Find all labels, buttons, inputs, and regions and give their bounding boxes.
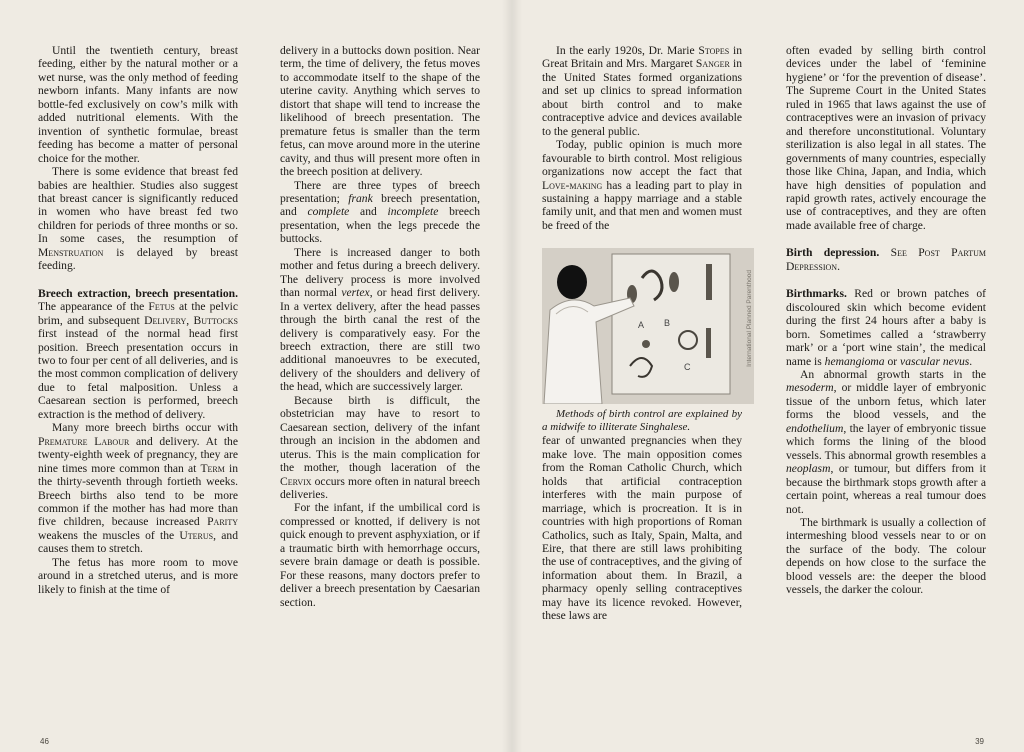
column-4 [786, 44, 986, 597]
paragraph-stopes-sanger [542, 44, 742, 138]
term-vertex: vertex [341, 286, 370, 300]
paragraph-stretched-uterus: The fetus has more room to move around in a stretched uterus, and is more likely to finish at the time of [38, 555, 238, 596]
photo-caption: Methods of birth control are explained by a midwife to illiterate Singhalese. [542, 408, 742, 434]
cross-ref-parity[interactable]: Parity [207, 515, 238, 529]
paragraph-blood-vessels: The birthmark is usually a collection of intermeshing blood vessels near to or on the surface of the body. The colour depends on how close to the surface the blood vessels are: the deeper the blood vessels, the darker the colour. [786, 515, 986, 597]
paragraph-evaded-laws: often evaded by selling birth control devices under the label of ‘feminine hygiene’ or ‘for the prevention of disease’. The Supreme Court in the United States ruled in 1965 that laws against the use of contraceptives were an invasion of privacy and therefore unconstitutional. Voluntary sterilization is also legal in all states. The governments of many countries, especially those like China, Japan, and India, which have high densities of population and rapid growth rates, actively encourage the use of contraceptives, and they are often made available free of charge. [786, 44, 986, 232]
cross-ref-fetus[interactable]: Fetus [148, 300, 175, 314]
text-run: Many more breech births occur with [52, 421, 238, 435]
cross-ref-stopes[interactable]: Stopes [698, 44, 730, 57]
midwife-photo [542, 248, 754, 404]
page-number-left: 46 [40, 737, 49, 746]
paragraph-breech-danger [280, 246, 480, 394]
text-run: and delivery. At the twenty-eighth week of pregnancy, they are nine times more common than at [38, 434, 238, 475]
text-run: , or middle layer of embryonic tissue of the unborn fetus, which later forms the blood vessels, and the [786, 381, 986, 422]
cross-ref-love-making[interactable]: Love-making [542, 178, 603, 192]
term-complete: complete [307, 205, 350, 219]
book-gutter [502, 0, 522, 752]
text-run: In the early 1920s, Dr. Marie [556, 44, 695, 57]
term-incomplete: incomplete [387, 205, 439, 219]
cross-ref-buttocks[interactable]: Buttocks [193, 313, 238, 327]
text-run: , and causes them to stretch. [38, 528, 238, 556]
text-run: breech presentation, when the legs precede the buttocks. [280, 205, 481, 246]
term-hemangioma: hemangioma [824, 354, 885, 368]
term-endothelium: endothelium [786, 421, 844, 435]
midwife-illustration [542, 248, 754, 404]
entry-heading-birthmarks: Birthmarks. [786, 287, 847, 301]
cross-ref-menstruation[interactable]: Menstruation [38, 245, 104, 259]
text-run: , [186, 313, 190, 327]
text-run: weakens the muscles of the [38, 528, 175, 542]
term-frank: frank [348, 191, 373, 205]
paragraph-infant-risks: For the infant, if the umbilical cord is compressed or knotted, if delivery is not quick enough to prevent asphyxiation, or if a traumatic birth with hemorrhage occurs, severe brain damage or death is possible. For these reasons, many doctors prefer to deliver a breech presentation by Caesarian section. [280, 501, 480, 609]
text-run: has a leading part to play in sustaining a happy marriage and a stable family unit, and that men and women must be freed of the [542, 178, 742, 232]
column-2 [280, 44, 480, 609]
text-run: first instead of the normal head first position. Breech presentation occurs in two to four per cent of all deliveries, and is the most common complication of delivery due to fetal malposition. Unless a Caesarean section is performed, breech extraction is the method of delivery. [38, 327, 238, 421]
cross-ref-cervix[interactable]: Cervix [280, 474, 312, 488]
cross-ref-term[interactable]: Term [200, 461, 225, 475]
text-run: , or tumour, but differs from it because the birthmark stops growth after a certain point, whereas a real tumour does not. [786, 462, 986, 516]
text-run: There are three types of breech presentation; [280, 178, 480, 205]
text-run: in the United States formed organizations and set up clinics to spread information about birth control and to make contraceptive advice and devices available to the general public. [542, 57, 743, 138]
text-run: Because birth is difficult, the obstetrician may have to resort to Caesarean section, delivery of the infant through an incision in the abdomen and uterus. This is the main complication for the mother, though laceration of the [280, 393, 480, 475]
text-run: There is some evidence that breast fed babies are healthier. Studies also suggest that breast cancer is significantly reduced in women who have breast fed two children for periods of three months or so. In some cases, the resumption of [38, 165, 238, 246]
term-neoplasm: neoplasm [786, 462, 831, 476]
text-run: Red or brown patches of discoloured skin which become evident during the first 24 hours after a baby is born. Sometimes called a ‘strawberry mark’ or a ‘port wine stain’, the medical name is [786, 287, 986, 368]
text-run: Today, public opinion is much more favourable to birth control. Most religious organizations now accept the fact that [542, 138, 742, 179]
column-1 [38, 44, 238, 596]
cross-ref-uterus[interactable]: Uterus [179, 528, 214, 542]
paragraph-breech-births [38, 421, 238, 556]
text-run: occurs more often in natural breech deliveries. [280, 474, 480, 501]
board-letter-c: C [684, 362, 691, 373]
page-number-right: 39 [975, 737, 984, 746]
paragraph-opposition: fear of unwanted pregnancies when they make love. The main opposition comes from the Roman Catholic Church, which holds that artificial contraception interferes with the main purpose of marriage, which is procreation. It is in countries with high proportions of Roman Catholics, such as Italy, Spain, Malta, and Eire, that there are still laws prohibiting the use of contraceptives, and the giving of information about them. In Brazil, a pharmacy openly selling contraceptives may have its licence revoked. However, these laws are [542, 434, 742, 623]
board-letter-b: B [664, 318, 671, 329]
paragraph-public-opinion [542, 138, 742, 232]
paragraph-caesarean [280, 394, 480, 502]
paragraph-buttocks-down: delivery in a buttocks down position. Near term, the time of delivery, the fetus moves to accommodate itself to the shape of the uterine cavity. Anything which serves to distort that shape will tend to increase the likelihood of breech presentation. The premature fetus is smaller than the term fetus, can move around more in the uterine cavity, and thus will present more often in the breech position at delivery. [280, 44, 480, 179]
entry-birthmarks: Birthmarks. Red or brown patches of discoloured skin which become evident during the first 24 hours after a baby is born. Sometimes called a ‘strawberry mark’ or a ‘port wine stain’, the medical name is hemangioma or vascular nevus. [786, 287, 986, 368]
term-mesoderm: mesoderm [786, 381, 834, 395]
text-run: There is increased danger to both mother and fetus during a breech delivery. The delivery process is more involved than normal [280, 245, 480, 300]
text-run: breech presentation, and [280, 191, 480, 219]
text-run: at the pelvic brim, and subsequent [38, 300, 239, 327]
text-run: in the thirty-seventh through fortieth weeks. Breech births also tend to be more common if the mother has had more than five children, because increased [38, 461, 238, 529]
paragraph-breast-feeding-evidence [38, 165, 238, 273]
cross-ref-sanger[interactable]: Sanger [695, 57, 730, 71]
entry-heading-breech: Breech extraction, breech presentation. [38, 286, 238, 300]
text-run: in Great Britain and Mrs. Margaret [542, 44, 742, 71]
paragraph-abnormal-growth [786, 368, 986, 516]
cross-ref-post-partum-depression[interactable]: Post Partum Depression [786, 246, 987, 273]
entry-breech-extraction [38, 287, 238, 422]
text-run: is delayed by breast feeding. [38, 245, 238, 273]
column-3 [542, 44, 753, 623]
entry-heading-birth-depression: Birth depression. [786, 246, 880, 260]
text-run: and [360, 205, 377, 219]
board-letter-a: A [638, 320, 645, 331]
term-vascular-nevus: vascular nevus [900, 354, 970, 368]
paragraph-breech-types [280, 179, 480, 246]
cross-ref-premature-labour[interactable]: Premature Labour [38, 434, 130, 448]
text-run: or [887, 354, 898, 368]
photo-credit: International Planned Parenthood [745, 270, 753, 368]
text-run: The appearance of the [38, 300, 145, 314]
text-run: , or head first delivery. In a vertex delivery, after the head passes through the birth canal the rest of the delivery is comparatively easy. For the breech extraction, there are still two additional manoeuvres to be executed, delivery of the shoulders and delivery of the head, which are successively larger. [280, 286, 481, 394]
text-run: , the layer of embryonic tissue which forms the lining of the blood vessels. This abnormal growth resembles a [786, 421, 986, 462]
entry-birth-depression: Birth depression. See Post Partum Depression. [786, 246, 987, 273]
text-run: An abnormal growth starts in the [800, 367, 986, 381]
cross-ref-delivery[interactable]: Delivery [144, 313, 187, 327]
see-label: See [890, 246, 907, 260]
paragraph-breast-feeding-history: Until the twentieth century, breast feeding, either by the natural mother or a wet nurse, was the only method of feeding newborn infants. Many infants are now bottle-fed exclusively on cow’s milk with added nutritional elements. With the invention of synthetic formulae, breast feeding has become a matter of personal choice for the mother. [38, 44, 238, 165]
